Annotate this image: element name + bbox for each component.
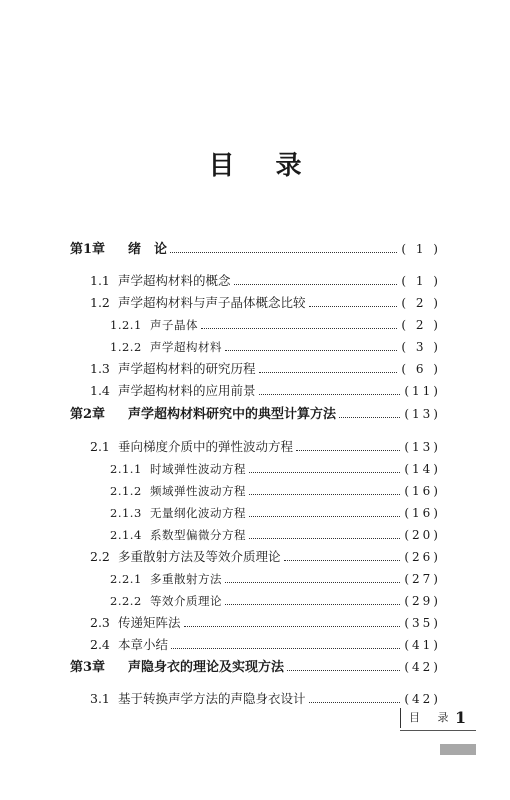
toc-entry-title: 声学超构材料的概念 xyxy=(118,273,231,288)
page-footer xyxy=(0,708,510,768)
toc-entry[interactable] xyxy=(90,295,441,311)
toc-entry-title: 频域弹性波动方程 xyxy=(150,484,246,498)
toc-entry-number: 1.3 xyxy=(90,361,110,376)
toc-entry-title: 声学超构材料研究中的典型计算方法 xyxy=(128,407,337,422)
toc-entry-title: 无量纲化波动方程 xyxy=(150,506,246,520)
toc-entry-number: 2.1.4 xyxy=(110,528,142,542)
toc-dot-leader xyxy=(284,560,401,561)
toc-entry-number: 2.3 xyxy=(90,615,110,630)
toc-entry-page: (13) xyxy=(404,407,441,421)
toc-entry-number: 2.1.2 xyxy=(110,484,142,498)
footer-decorative-bar xyxy=(440,744,476,755)
toc-entry[interactable] xyxy=(90,439,441,455)
toc-entry-title: 声学超构材料与声子晶体概念比较 xyxy=(118,295,306,310)
toc-entry-page: ( 6 ) xyxy=(401,362,441,376)
toc-entry-title: 多重散射方法 xyxy=(150,572,222,586)
toc-dot-leader xyxy=(234,284,398,285)
toc-entry[interactable] xyxy=(90,691,441,707)
toc-entry[interactable] xyxy=(70,241,441,258)
toc-entry-title: 声学超构材料的研究历程 xyxy=(118,361,256,376)
toc-entry-title: 本章小结 xyxy=(118,637,169,652)
toc-entry-number: 1.2.2 xyxy=(110,340,142,354)
toc-entry[interactable] xyxy=(90,361,441,377)
toc-entry-title: 传递矩阵法 xyxy=(118,615,181,630)
toc-entry-page: ( 2 ) xyxy=(401,318,441,332)
footer-page-number: 1 xyxy=(455,708,467,727)
toc-entry-title: 系数型偏微分方程 xyxy=(150,528,246,542)
toc-dot-leader xyxy=(170,252,397,253)
toc-entry-title: 声学超构材料的应用前景 xyxy=(118,383,256,398)
toc-entry-page: (42) xyxy=(404,692,441,706)
toc-entry-number: 2.1.3 xyxy=(110,506,142,520)
footer-section-label: 目 录 xyxy=(409,711,456,724)
toc-entry-number: 第1章 xyxy=(70,242,106,257)
toc-entry-page: ( 1 ) xyxy=(401,274,441,288)
toc-dot-leader xyxy=(259,372,398,373)
toc-dot-leader xyxy=(249,538,400,539)
toc-entry[interactable] xyxy=(70,659,441,676)
toc-entry-page: (35) xyxy=(404,616,441,630)
toc-dot-leader xyxy=(249,494,400,495)
toc-entry-page: (26) xyxy=(404,550,441,564)
toc-entry-title: 基于转换声学方法的声隐身衣设计 xyxy=(118,691,306,706)
toc-entry-number: 2.1 xyxy=(90,439,110,454)
toc-entry-title: 时域弹性波动方程 xyxy=(150,462,246,476)
toc-dot-leader xyxy=(201,328,397,329)
toc-entry-page: ( 2 ) xyxy=(401,296,441,310)
toc-entry-page: (11) xyxy=(404,384,441,398)
toc-entry-page: (29) xyxy=(404,594,441,608)
page-title: 目 录 xyxy=(208,151,318,181)
toc-entry-page: (13) xyxy=(404,440,441,454)
toc-entry-number: 2.4 xyxy=(90,637,110,652)
toc-entry-number: 1.2 xyxy=(90,295,110,310)
toc-dot-leader xyxy=(339,417,400,418)
toc-entry-title: 声子晶体 xyxy=(150,318,198,332)
toc-entry-number: 1.4 xyxy=(90,383,110,398)
toc-dot-leader xyxy=(225,582,400,583)
toc-dot-leader xyxy=(225,604,400,605)
footer-divider-vertical xyxy=(400,708,401,728)
toc-dot-leader xyxy=(296,450,400,451)
toc-entry-page: (16) xyxy=(404,506,441,520)
toc-entry-page: ( 1 ) xyxy=(401,242,441,256)
toc-entry-page: (41) xyxy=(404,638,441,652)
toc-entry-title: 声学超构材料 xyxy=(150,340,222,354)
toc-entry-number: 1.2.1 xyxy=(110,318,142,332)
toc-entry[interactable] xyxy=(110,483,441,499)
toc-entry-number: 第2章 xyxy=(70,407,106,422)
toc-entry-number: 2.1.1 xyxy=(110,462,142,476)
toc-entry-page: (27) xyxy=(404,572,441,586)
footer-divider-horizontal xyxy=(400,730,476,731)
toc-dot-leader xyxy=(309,306,398,307)
toc-dot-leader xyxy=(249,472,400,473)
toc-dot-leader xyxy=(309,702,401,703)
toc-entry-number: 2.2.2 xyxy=(110,594,142,608)
toc-entry[interactable] xyxy=(90,383,441,399)
toc-entry-page: (20) xyxy=(404,528,441,542)
toc-entry-number: 第3章 xyxy=(70,660,106,675)
toc-entry[interactable] xyxy=(110,505,441,521)
toc-entry[interactable] xyxy=(70,406,441,423)
toc-entry-page: (14) xyxy=(404,462,441,476)
toc-entry[interactable] xyxy=(110,571,441,587)
toc-entry[interactable] xyxy=(90,615,441,631)
toc-dot-leader xyxy=(259,394,401,395)
toc-dot-leader xyxy=(287,670,400,671)
toc-entry-number: 2.2 xyxy=(90,549,110,564)
toc-entry[interactable] xyxy=(90,637,441,653)
toc-entry-title: 垂向梯度介质中的弹性波动方程 xyxy=(118,439,294,454)
toc-entry-title: 多重散射方法及等效介质理论 xyxy=(118,549,281,564)
toc-entry[interactable] xyxy=(110,339,441,355)
toc-entry-number: 2.2.1 xyxy=(110,572,142,586)
toc-entry-title: 等效介质理论 xyxy=(150,594,222,608)
toc-dot-leader xyxy=(225,350,397,351)
toc-entry[interactable] xyxy=(90,273,441,289)
toc-entry-number: 3.1 xyxy=(90,691,110,706)
toc-entry[interactable] xyxy=(110,593,441,609)
toc-dot-leader xyxy=(184,626,401,627)
toc-entry[interactable] xyxy=(110,461,441,477)
toc-entry-title: 声隐身衣的理论及实现方法 xyxy=(128,660,285,675)
toc-entry-number: 1.1 xyxy=(90,273,110,288)
toc-entry[interactable] xyxy=(90,549,441,565)
toc-entry-page: (42) xyxy=(404,660,441,674)
toc-entry[interactable] xyxy=(110,527,441,543)
toc-entry-page: (16) xyxy=(404,484,441,498)
toc-dot-leader xyxy=(249,516,400,517)
toc-entry[interactable] xyxy=(110,317,441,333)
toc-entry-page: ( 3 ) xyxy=(401,340,441,354)
toc-entry-title: 绪 论 xyxy=(128,242,168,257)
toc-dot-leader xyxy=(171,648,400,649)
